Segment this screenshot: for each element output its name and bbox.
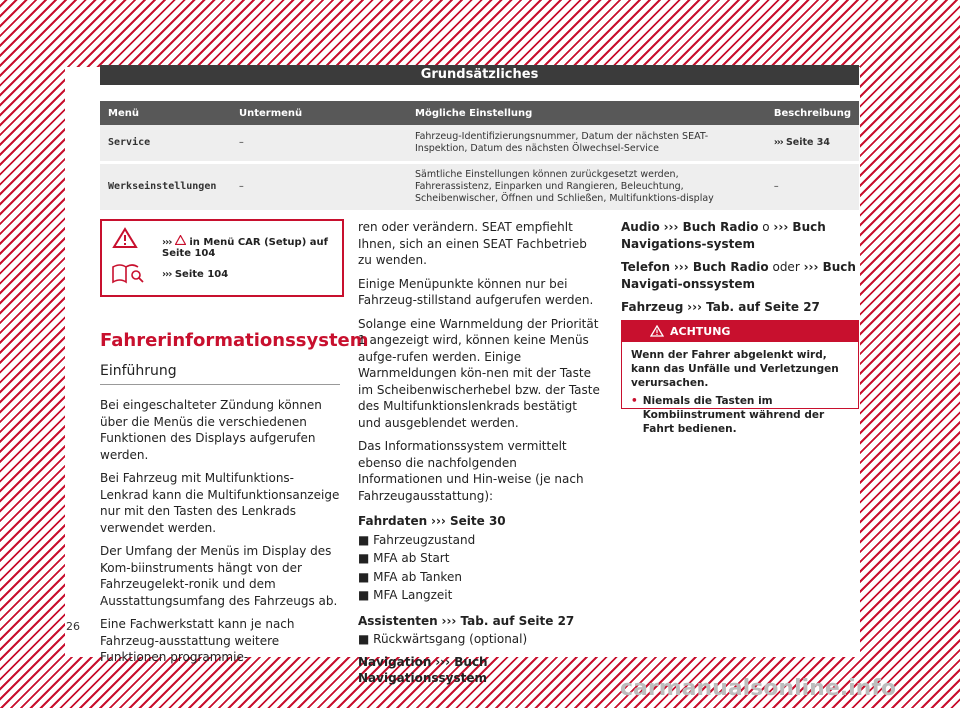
navigation-reference[interactable]: ››› Buch Navigationssystem: [358, 654, 488, 685]
telefon-connector: oder: [768, 260, 804, 274]
list-item-text: Rückwärtsgang (optional): [373, 632, 528, 646]
navigation-heading: [358, 654, 603, 687]
navigation-label: Navigation: [358, 654, 432, 669]
warning-body: [622, 342, 858, 442]
cell-description[interactable]: [766, 125, 859, 163]
column-header-submenu: Untermenü: [231, 101, 407, 125]
cell-submenu: –: [231, 125, 407, 163]
reference-text-2: Seite 104: [174, 269, 229, 280]
fahrzeug-label: Fahrzeug: [621, 300, 684, 314]
chevron-icon: ›››: [162, 269, 172, 280]
fahrdaten-label: Fahrdaten: [358, 514, 428, 528]
cell-menu: [100, 163, 231, 212]
table-row: [100, 125, 859, 163]
cell-submenu: –: [231, 163, 407, 212]
reference-text-1: in Menü CAR (Setup) auf Seite 104: [162, 237, 328, 259]
list-item: ■ Rückwärtsgang (optional): [358, 632, 528, 646]
list-item-text: MFA ab Tanken: [373, 569, 462, 584]
text-column-3: [621, 219, 859, 323]
text-column-1: [100, 397, 342, 673]
fahrdaten-heading: [358, 513, 603, 530]
list-item: ■ MFA ab Tanken: [358, 569, 462, 584]
audio-reference-2[interactable]: ››› Buch Navigations-system: [621, 220, 826, 251]
warning-triangle-icon: [112, 227, 138, 249]
telefon-reference-2[interactable]: ››› Buch Navigati-onssystem: [621, 260, 856, 291]
reference-line-1[interactable]: [162, 235, 342, 259]
telefon-reference-1[interactable]: ››› Buch Radio: [673, 260, 769, 274]
reference-line-2[interactable]: [162, 269, 228, 280]
settings-table: [100, 101, 859, 213]
page-number: 26: [66, 620, 80, 633]
paragraph: Eine Fachwerkstatt kann je nach Fahrzeug-ausstattung weitere Funktionen programmie-: [100, 617, 295, 664]
audio-connector: o: [758, 220, 774, 234]
cell-menu: [100, 125, 231, 163]
warning-bullet-text: Niemals die Tasten im Kombiinstrument während der Fahrt bedienen.: [642, 395, 825, 435]
paragraph: Solange eine Warnmeldung der Priorität 1 angezeigt wird, können keine Menüs aufge-rufen werden. Einige Warnmeldungen kön-nen mit der Taste im Scheibenwischerhebel bzw. der Taste des Multifunktionslenkrads bestätigt und ausgeblendet werden.: [358, 316, 600, 430]
cell-setting: Sämtliche Einstellungen können zurückgesetzt werden, Fahrerassistenz, Einparken und Rangieren, Beleuchtung, Scheibenwischer, Öffnen und Schließen, Multifunktions-display: [407, 163, 766, 212]
list-item-text: Fahrzeugzustand: [373, 532, 476, 547]
assistenten-label: Assistenten: [358, 613, 438, 628]
warning-bullet: [631, 394, 849, 436]
warning-small-icon: [175, 235, 186, 245]
table-header-row: [100, 101, 859, 125]
section-title: Fahrerinformationssystem: [100, 330, 369, 351]
paragraph: Bei Fahrzeug mit Multifunktions-Lenkrad kann die Multifunktionsanzeige nur mit den Tasten des Lenkrads verwendet werden.: [100, 471, 340, 535]
audio-label: Audio: [621, 220, 660, 234]
audio-entry: [621, 219, 859, 252]
warning-text: Wenn der Fahrer abgelenkt wird, kann das Unfälle und Verletzungen verursachen.: [631, 349, 839, 389]
reference-box: [100, 219, 344, 297]
column-header-description: Beschreibung: [766, 101, 859, 125]
chevron-icon: ›››: [773, 137, 783, 148]
fahrzeug-reference[interactable]: ››› Tab. auf Seite 27: [687, 300, 820, 314]
warning-icon: [650, 325, 664, 337]
list-item: ■ Fahrzeugzustand: [358, 532, 476, 547]
paragraph: ren oder verändern. SEAT empfiehlt Ihnen, sich an einen SEAT Fachbetrieb zu wenden.: [358, 220, 587, 267]
paragraph: Einige Menüpunkte können nur bei Fahrzeug-stillstand aufgerufen werden.: [358, 276, 594, 307]
text-column-2: [358, 219, 603, 687]
list-item: ■ MFA Langzeit: [358, 588, 453, 602]
audio-reference-1[interactable]: ››› Buch Radio: [663, 220, 759, 234]
warning-header: [622, 321, 858, 342]
column-header-menu: Menü: [100, 101, 231, 125]
list-item: ■ MFA ab Start: [358, 551, 450, 565]
telefon-entry: [621, 259, 859, 292]
column-header-setting: Mögliche Einstellung: [407, 101, 766, 125]
section-subtitle: Einführung: [100, 363, 177, 379]
page-reference[interactable]: Seite 34: [782, 137, 831, 148]
book-icon: [110, 261, 144, 285]
divider: [100, 384, 340, 385]
list-item-text: MFA ab Start: [373, 551, 450, 565]
list-item-text: MFA Langzeit: [373, 588, 453, 602]
bullet-icon: •: [631, 395, 638, 407]
paragraph: Der Umfang der Menüs im Display des Kom-biinstruments hängt von der Fahrzeugelekt-ronik und dem Ausstattungsumfang des Fahrzeugs ab.: [100, 544, 338, 608]
paragraph: Das Informationssystem vermittelt ebenso die nachfolgenden Informationen und Hin-weise (je nach Fahrzeugausstattung):: [358, 439, 584, 503]
warning-box: [621, 320, 859, 435]
table-row: [100, 163, 859, 212]
paragraph: Bei eingeschalteter Zündung können über die Menüs die verschiedenen Funktionen des Displays aufgerufen werden.: [100, 398, 322, 462]
telefon-label: Telefon: [621, 260, 670, 274]
cell-description: –: [766, 163, 859, 212]
menu-name: Service: [108, 137, 151, 148]
watermark: carmanualsonline.info: [620, 676, 896, 701]
page-header: Grundsätzliches: [100, 65, 859, 85]
fahrzeug-entry: [621, 299, 859, 316]
chevron-icon: ›››: [162, 237, 172, 248]
assistenten-heading: [358, 613, 603, 630]
assistenten-reference[interactable]: ››› Tab. auf Seite 27: [441, 613, 575, 628]
menu-name: Werkseinstellungen: [108, 181, 217, 192]
warning-title: ACHTUNG: [670, 325, 731, 338]
fahrdaten-reference[interactable]: ››› Seite 30: [431, 514, 506, 528]
cell-setting: Fahrzeug-Identifizierungsnummer, Datum der nächsten SEAT-Inspektion, Datum des nächsten Ölwechsel-Service: [407, 125, 766, 163]
